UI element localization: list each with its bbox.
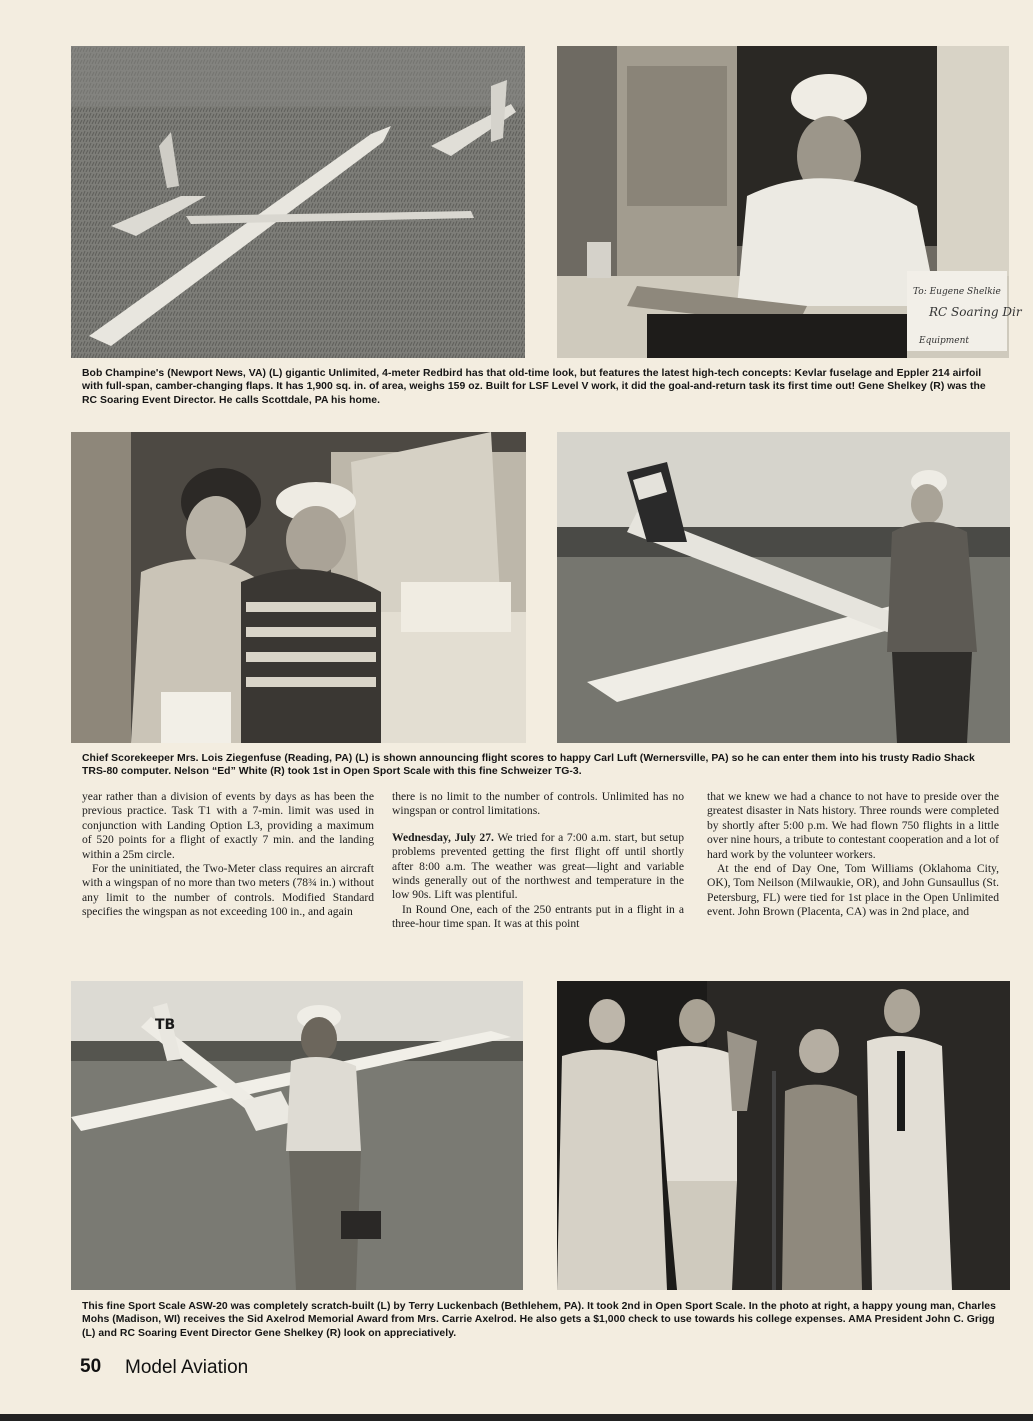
photo-scorekeepers: [71, 432, 526, 743]
sign-line-1: To: Eugene Shelkie: [913, 287, 1001, 297]
caption-bottom: This fine Sport Scale ASW-20 was completely scratch-built (L) by Terry Luckenbach (Bethlehem, PA). It took 2nd in Open Sport Scale. In the photo at right, a happy young man, Charles Mohs (Madison, WI) receives the Sid Axelrod Memorial Award from Mrs. Carrie Axelrod. He also gets a $1,000 check to use towards his college expenses. AMA President John C. Grigg (L) and RC Soaring Event Director Gene Shelkey (R) look on appreciatively.: [82, 1301, 996, 1339]
body-column-3: [707, 790, 999, 920]
col3-paragraph-2: At the end of Day One, Tom Williams (Oklahoma City, OK), Tom Neilson (Milwaukie, OR), and John Gunsaullus (St. Petersburg, FL) were tied for 1st place in the Open Unlimited event. John Brown (Placenta, CA) was in 2nd place, and: [707, 862, 999, 919]
glider-tail-code: TB: [155, 1017, 176, 1033]
page-number: 50: [80, 1356, 102, 1377]
photo-ed-white-tg3: [557, 432, 1010, 743]
body-column-1: [82, 790, 374, 920]
caption-top: Bob Champine's (Newport News, VA) (L) gigantic Unlimited, 4-meter Redbird has that old-time look, but features the latest high-tech concepts: Kevlar fuselage and Eppler 214 airfoil with full-span, camber-changing flaps. It has 1,900 sq. in. of area, weighs 159 oz. Built for LSF Level V work, it did the goal-and-return task its first time out! Gene Shelkey (R) was the RC Soaring Event Director. He calls Scottdale, PA his home.: [82, 368, 986, 406]
sign-line-2: RC Soaring Dir: [929, 305, 1022, 319]
photo-award-presentation: [557, 981, 1010, 1290]
caption-middle: Chief Scorekeeper Mrs. Lois Ziegenfuse (Reading, PA) (L) is shown announcing flight scores to happy Carl Luft (Wernersville, PA) so he can enter them into his trusty Radio Shack TRS-80 computer. Nelson “Ed” White (R) took 1st in Open Sport Scale with this fine Schweizer TG-3.: [82, 753, 975, 778]
col3-paragraph-1: that we knew we had a chance to not have to preside over the greatest disaster in Nats history. Three rounds were completed by shortly after 5:00 p.m. We had flown 750 flights in a little over nine hours, a tribute to contestant cooperation and a lot of hard work by the volunteer workers.: [707, 790, 999, 861]
col2-paragraph-3: In Round One, each of the 250 entrants put in a flight in a three-hour time span. It was at this point: [392, 902, 684, 931]
col2-paragraph-1: there is no limit to the number of controls. Unlimited has no wingspan or control limitations.: [392, 790, 684, 818]
page-edge: [0, 1414, 1033, 1421]
sign-line-3: Equipment: [919, 336, 970, 346]
photo-asw20-luckenbach: [71, 981, 523, 1290]
col1-paragraph-2: For the uninitiated, the Two-Meter class requires an aircraft with a wingspan of no more than two meters (78¾ in.) without any limit to the number of controls. Modified Standard specifies the wingspan as not exceeding 100 in., and again: [82, 862, 374, 919]
col2-paragraph-2: We tried for a 7:00 a.m. start, but setup problems prevented getting the first flight off until shortly after 8:00 a.m. The weather was great—light and variable winds generally out of the northwest and temperature in the low 90s. Lift was plentiful.: [392, 830, 684, 902]
magazine-title: Model Aviation: [125, 1357, 249, 1378]
body-column-2: [392, 790, 684, 932]
photo-redbird-glider: [71, 46, 525, 358]
photo-gene-shelkey: [557, 46, 1022, 358]
col2-date-heading: Wednesday, July 27.: [392, 830, 494, 844]
col1-paragraph-1: year rather than a division of events by days as has been the previous practice. Task T1 with a 7-min. limit was used in conjunction with Landing Option L3, providing a maximum of 520 points for a flight of exactly 7 min. and the landing within a 25m circle.: [82, 790, 374, 861]
